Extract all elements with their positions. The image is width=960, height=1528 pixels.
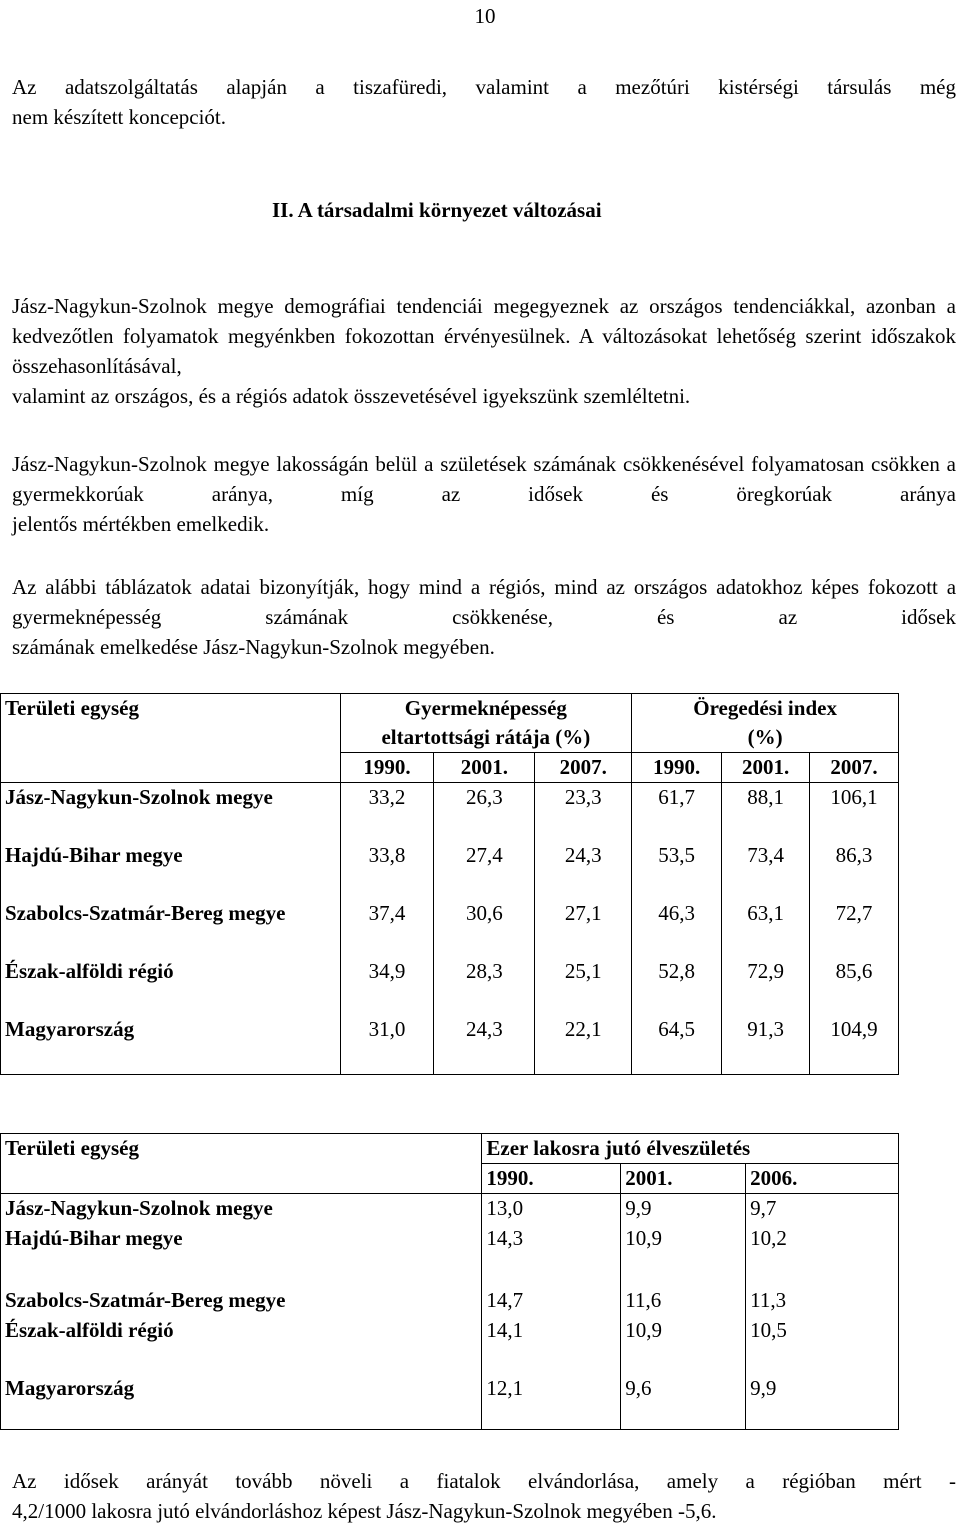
cell: 61,7 <box>632 783 722 841</box>
cell: 106,1 <box>810 783 899 841</box>
year-header: 2001. <box>434 753 535 783</box>
intro-line-1: Az adatszolgáltatás alapján a tiszafüredi, valamint a mezőtúri kistérségi társulás még <box>12 75 956 99</box>
row-unit: Magyarország <box>5 1016 135 1041</box>
paragraph-2-line-3: jelentős mértékben emelkedik. <box>12 512 270 536</box>
paragraph-3-line-1: Az alábbi táblázatok adatai bizonyítják, hogy mind a régiós, mind az országos <box>12 575 708 599</box>
group1-line2: eltartottsági rátája (%) <box>381 725 591 749</box>
cell: 23,3 <box>535 783 632 841</box>
cell: 11,6 <box>621 1286 746 1316</box>
row-unit: Észak-alföldi régió <box>5 958 174 983</box>
column-header-unit: Területi egység <box>5 696 139 720</box>
cell: 14,3 <box>482 1224 621 1286</box>
cell: 72,7 <box>810 899 899 957</box>
live-births-table <box>0 1133 899 1430</box>
row-unit: Hajdú-Bihar megye <box>5 842 183 867</box>
paragraph-3-line-3: számának emelkedése Jász-Nagykun-Szolnok megyében. <box>12 635 495 659</box>
table-row <box>1 1015 899 1075</box>
year-header: 1990. <box>482 1164 621 1194</box>
intro-paragraph <box>12 72 956 132</box>
cell: 13,0 <box>482 1194 621 1224</box>
table-row <box>1 1316 899 1374</box>
year-header: 2001. <box>621 1164 746 1194</box>
paragraph-1 <box>12 291 956 411</box>
cell: 33,2 <box>340 783 434 841</box>
cell: 91,3 <box>722 1015 810 1075</box>
table-row <box>1 957 899 1015</box>
paragraph-1-line-2: tendenciákkal, azonban a kedvezőtlen folyamatok megyénkben fokozottan <box>12 294 957 348</box>
cell: 22,1 <box>535 1015 632 1075</box>
cell: 10,5 <box>746 1316 899 1374</box>
cell: 9,9 <box>746 1374 899 1430</box>
table-years-row <box>1 1164 899 1194</box>
intro-line-2: nem készített koncepciót. <box>12 105 227 129</box>
paragraph-1-line-4: valamint az országos, és a régiós adatok összevetésével igyekszünk szemléltetni. <box>12 384 691 408</box>
cell: 25,1 <box>535 957 632 1015</box>
paragraph-1-line-1: Jász-Nagykun-Szolnok megye demográfiai tendenciái megegyeznek az országos <box>12 294 723 318</box>
paragraph-3-line-2: adatokhoz képes fokozott a gyermeknépesség számának csökkenése, és az idősek <box>12 575 957 629</box>
year-header: 2006. <box>746 1164 899 1194</box>
closing-line-2: 4,2/1000 lakosra jutó elvándorláshoz képest Jász-Nagykun-Szolnok megyében -5,6. <box>12 1499 717 1523</box>
cell: 14,7 <box>482 1286 621 1316</box>
year-header: 2001. <box>722 753 810 783</box>
cell: 9,6 <box>621 1374 746 1430</box>
year-header: 2007. <box>810 753 899 783</box>
cell: 14,1 <box>482 1316 621 1374</box>
cell: 12,1 <box>482 1374 621 1430</box>
table-header-row <box>1 1134 899 1164</box>
paragraph-2 <box>12 449 956 539</box>
dependency-ratio-table <box>0 693 899 1075</box>
table-years-row <box>1 753 899 783</box>
row-unit: Szabolcs-Szatmár-Bereg megye <box>5 1287 286 1312</box>
group2-line2: (%) <box>747 725 783 749</box>
cell: 11,3 <box>746 1286 899 1316</box>
row-unit: Szabolcs-Szatmár-Bereg megye <box>5 900 286 925</box>
column-header-unit: Területi egység <box>5 1136 139 1160</box>
cell: 24,3 <box>434 1015 535 1075</box>
closing-paragraph <box>12 1466 956 1526</box>
group2-line1: Öregedési index <box>693 696 837 720</box>
cell: 53,5 <box>632 841 722 899</box>
cell: 104,9 <box>810 1015 899 1075</box>
table-row <box>1 1374 899 1430</box>
paragraph-2-line-1: Jász-Nagykun-Szolnok megye lakosságán belül a születések számának csökkenésével <box>12 452 745 476</box>
table-header-row <box>1 694 899 753</box>
cell: 46,3 <box>632 899 722 957</box>
cell: 72,9 <box>722 957 810 1015</box>
cell: 30,6 <box>434 899 535 957</box>
cell: 63,1 <box>722 899 810 957</box>
row-unit: Magyarország <box>5 1375 135 1400</box>
paragraph-1-line-3: érvényesülnek. A változásokat lehetőség szerint időszakok összehasonlításával, <box>12 324 956 378</box>
column-group-aging-index <box>632 694 899 753</box>
year-header: 2007. <box>535 753 632 783</box>
cell: 31,0 <box>340 1015 434 1075</box>
cell: 9,7 <box>746 1194 899 1224</box>
row-unit: Észak-alföldi régió <box>5 1317 174 1342</box>
cell: 28,3 <box>434 957 535 1015</box>
cell: 10,9 <box>621 1224 746 1286</box>
table-row <box>1 1224 899 1286</box>
table-row <box>1 899 899 957</box>
cell: 86,3 <box>810 841 899 899</box>
table-row <box>1 1286 899 1316</box>
cell: 24,3 <box>535 841 632 899</box>
cell: 9,9 <box>621 1194 746 1224</box>
cell: 52,8 <box>632 957 722 1015</box>
cell: 64,5 <box>632 1015 722 1075</box>
cell: 33,8 <box>340 841 434 899</box>
cell: 37,4 <box>340 899 434 957</box>
column-group-live-births: Ezer lakosra jutó élveszületés <box>482 1134 899 1164</box>
table-row <box>1 783 899 841</box>
cell: 27,1 <box>535 899 632 957</box>
row-unit: Hajdú-Bihar megye <box>5 1225 183 1250</box>
table-row <box>1 1194 899 1224</box>
cell: 73,4 <box>722 841 810 899</box>
cell: 26,3 <box>434 783 535 841</box>
page-number: 10 <box>474 4 496 28</box>
row-unit: Jász-Nagykun-Szolnok megye <box>5 785 273 809</box>
cell: 88,1 <box>722 783 810 841</box>
closing-line-1: Az idősek arányát tovább növeli a fiatalok elvándorlása, amely a régióban mért - <box>12 1469 956 1493</box>
cell: 85,6 <box>810 957 899 1015</box>
paragraph-2-line-2: folyamatosan csökken a gyermekkorúak aránya, míg az idősek és öregkorúak aránya <box>12 452 956 506</box>
cell: 10,2 <box>746 1224 899 1286</box>
year-header: 1990. <box>340 753 434 783</box>
table-row <box>1 841 899 899</box>
cell: 34,9 <box>340 957 434 1015</box>
column-group-child-dependency <box>340 694 632 753</box>
year-header: 1990. <box>632 753 722 783</box>
cell: 10,9 <box>621 1316 746 1374</box>
group1-line1: Gyermeknépesség <box>404 696 567 720</box>
section-heading: II. A társadalmi környezet változásai <box>272 198 602 222</box>
cell: 27,4 <box>434 841 535 899</box>
row-unit: Jász-Nagykun-Szolnok megye <box>5 1196 273 1220</box>
paragraph-3 <box>12 572 956 662</box>
